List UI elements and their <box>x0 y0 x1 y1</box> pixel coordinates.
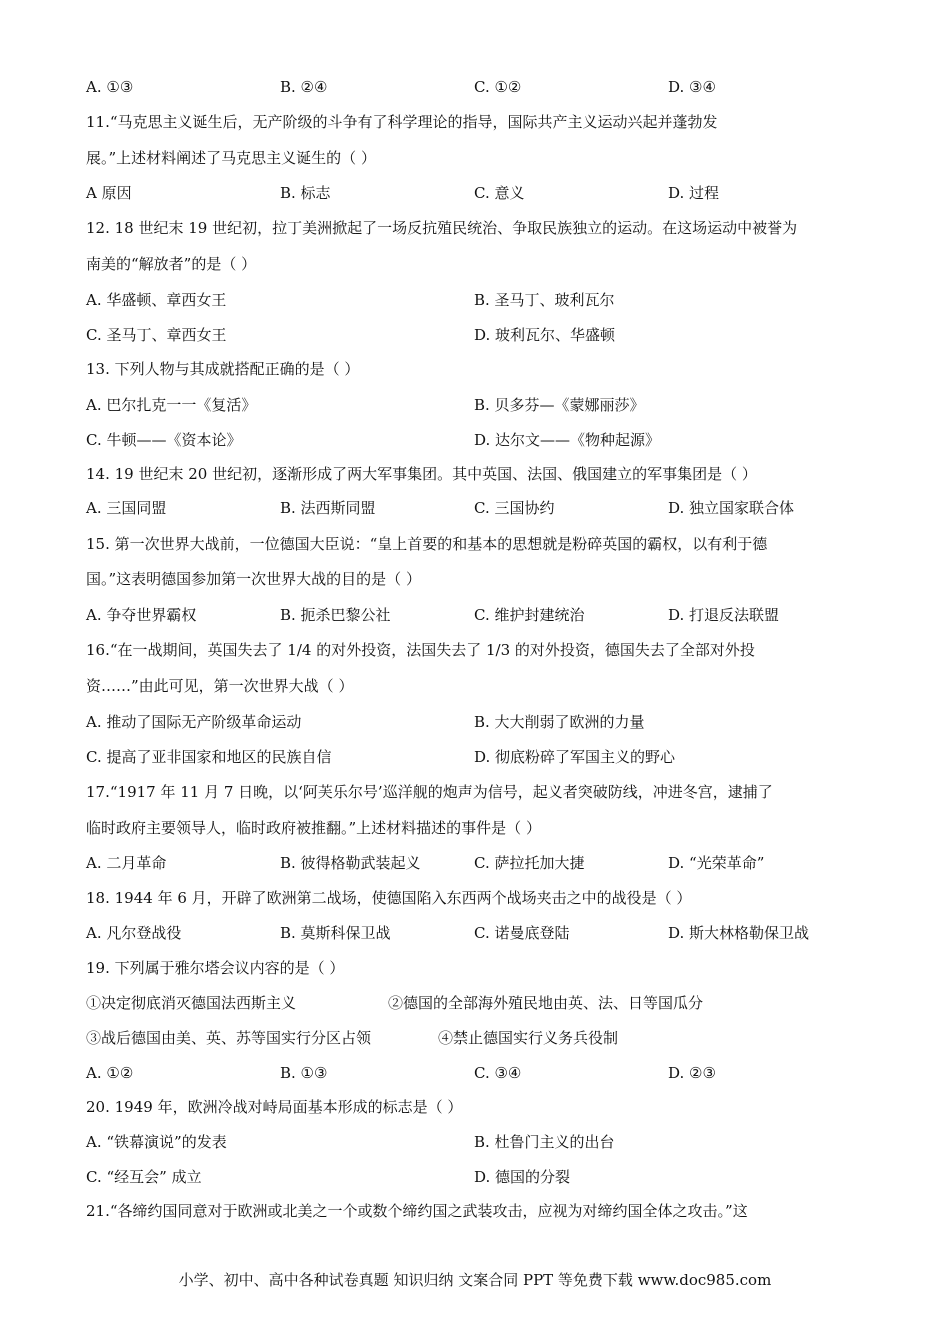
question-line: 14. 19 世纪末 20 世纪初，逐渐形成了两大军事集团。其中英国、法国、俄国建立的军事集团是（ ） <box>86 465 757 483</box>
question-line: 20. 1949 年，欧洲冷战对峙局面基本形成的标志是（ ） <box>86 1098 463 1116</box>
answer-option: B. 法西斯同盟 <box>280 499 376 517</box>
answer-option: A. 华盛顿、章西女王 <box>86 291 227 309</box>
answer-option: C. 维护封建统治 <box>474 606 585 624</box>
answer-option: A. 凡尔登战役 <box>86 924 182 942</box>
answer-option: D. ③④ <box>668 78 716 96</box>
answer-option: D. 斯大林格勒保卫战 <box>668 924 810 942</box>
answer-option: B. 圣马丁、玻利瓦尔 <box>474 291 615 309</box>
question-line: 南美的“解放者”的是（ ） <box>86 255 257 273</box>
answer-option: B. 彼得格勒武装起义 <box>280 854 421 872</box>
answer-option: A. 二月革命 <box>86 854 167 872</box>
question-line: 19. 下列属于雅尔塔会议内容的是（ ） <box>86 959 345 977</box>
answer-option: C. 提高了亚非国家和地区的民族自信 <box>86 748 332 766</box>
answer-option: D. “光荣革命” <box>668 854 765 872</box>
question-line: 12. 18 世纪末 19 世纪初，拉丁美洲掀起了一场反抗殖民统治、争取民族独立的运动。在这场运动中被誉为 <box>86 219 798 237</box>
answer-option: D. 德国的分裂 <box>474 1168 571 1186</box>
answer-option: C. 萨拉托加大捷 <box>474 854 585 872</box>
answer-option: A. 巴尔扎克一一《复活》 <box>86 396 257 414</box>
answer-option: C. 三国协约 <box>474 499 555 517</box>
question-line: 16.“在一战期间，英国失去了 1/4 的对外投资，法国失去了 1/3 的对外投资，德国失去了全部对外投 <box>86 641 755 659</box>
answer-option: B. 贝多芬—《蒙娜丽莎》 <box>474 396 645 414</box>
answer-option: B. 标志 <box>280 184 331 202</box>
statement-item: ④禁止德国实行义务兵役制 <box>438 1029 619 1047</box>
answer-option: D. 打退反法联盟 <box>668 606 780 624</box>
answer-option: A 原因 <box>86 184 132 202</box>
answer-option: C. 意义 <box>474 184 525 202</box>
answer-option: C. ①② <box>474 78 522 96</box>
answer-option: B. ②④ <box>280 78 328 96</box>
answer-option: D. ②③ <box>668 1064 716 1082</box>
question-line: 国。”这表明德国参加第一次世界大战的目的是（ ） <box>86 570 421 588</box>
answer-option: C. ③④ <box>474 1064 522 1082</box>
question-line: 18. 1944 年 6 月，开辟了欧洲第二战场，使德国陷入东西两个战场夹击之中的战役是（ ） <box>86 889 692 907</box>
answer-option: A. “铁幕演说”的发表 <box>86 1133 227 1151</box>
answer-option: D. 玻利瓦尔、华盛顿 <box>474 326 616 344</box>
question-line: 21.“各缔约国同意对于欧洲或北美之一个或数个缔约国之武装攻击，应视为对缔约国全体之攻击。”这 <box>86 1202 748 1220</box>
question-line: 临时政府主要领导人，临时政府被推翻。”上述材料描述的事件是（ ） <box>86 819 541 837</box>
question-line: 11.“马克思主义诞生后，无产阶级的斗争有了科学理论的指导，国际共产主义运动兴起并蓬勃发 <box>86 113 718 131</box>
question-line: 13. 下列人物与其成就搭配正确的是（ ） <box>86 360 360 378</box>
answer-option: B. 杜鲁门主义的出台 <box>474 1133 615 1151</box>
question-line: 资……”由此可见，第一次世界大战（ ） <box>86 677 354 695</box>
answer-option: C. “经互会” 成立 <box>86 1168 202 1186</box>
answer-option: D. 过程 <box>668 184 720 202</box>
statement-item: ②德国的全部海外殖民地由英、法、日等国瓜分 <box>388 994 704 1012</box>
answer-option: B. 莫斯科保卫战 <box>280 924 391 942</box>
answer-option: A. 争夺世界霸权 <box>86 606 197 624</box>
answer-option: C. 诺曼底登陆 <box>474 924 570 942</box>
answer-option: C. 牛顿——《资本论》 <box>86 431 242 449</box>
answer-option: B. ①③ <box>280 1064 328 1082</box>
answer-option: B. 大大削弱了欧洲的力量 <box>474 713 645 731</box>
question-line: 17.“1917 年 11 月 7 日晚，以‘阿芙乐尔号’巡洋舰的炮声为信号，起义者突破防线，冲进冬宫，逮捕了 <box>86 783 773 801</box>
question-line: 15. 第一次世界大战前，一位德国大臣说：“皇上首要的和基本的思想就是粉碎英国的霸权，以有利于德 <box>86 535 768 553</box>
answer-option: B. 扼杀巴黎公社 <box>280 606 391 624</box>
answer-option: A. ①② <box>86 1064 134 1082</box>
statement-item: ③战后德国由美、英、苏等国实行分区占领 <box>86 1029 372 1047</box>
answer-option: A. 三国同盟 <box>86 499 167 517</box>
answer-option: A. ①③ <box>86 78 134 96</box>
answer-option: A. 推动了国际无产阶级革命运动 <box>86 713 302 731</box>
question-line: 展。”上述材料阐述了马克思主义诞生的（ ） <box>86 149 376 167</box>
page-footer: 小学、初中、高中各种试卷真题 知识归纳 文案合同 PPT 等免费下载 www.doc985.com <box>178 1271 772 1289</box>
answer-option: D. 彻底粉碎了军国主义的野心 <box>474 748 676 766</box>
answer-option: D. 达尔文——《物种起源》 <box>474 431 661 449</box>
answer-option: C. 圣马丁、章西女王 <box>86 326 227 344</box>
answer-option: D. 独立国家联合体 <box>668 499 795 517</box>
statement-item: ①决定彻底消灭德国法西斯主义 <box>86 994 297 1012</box>
